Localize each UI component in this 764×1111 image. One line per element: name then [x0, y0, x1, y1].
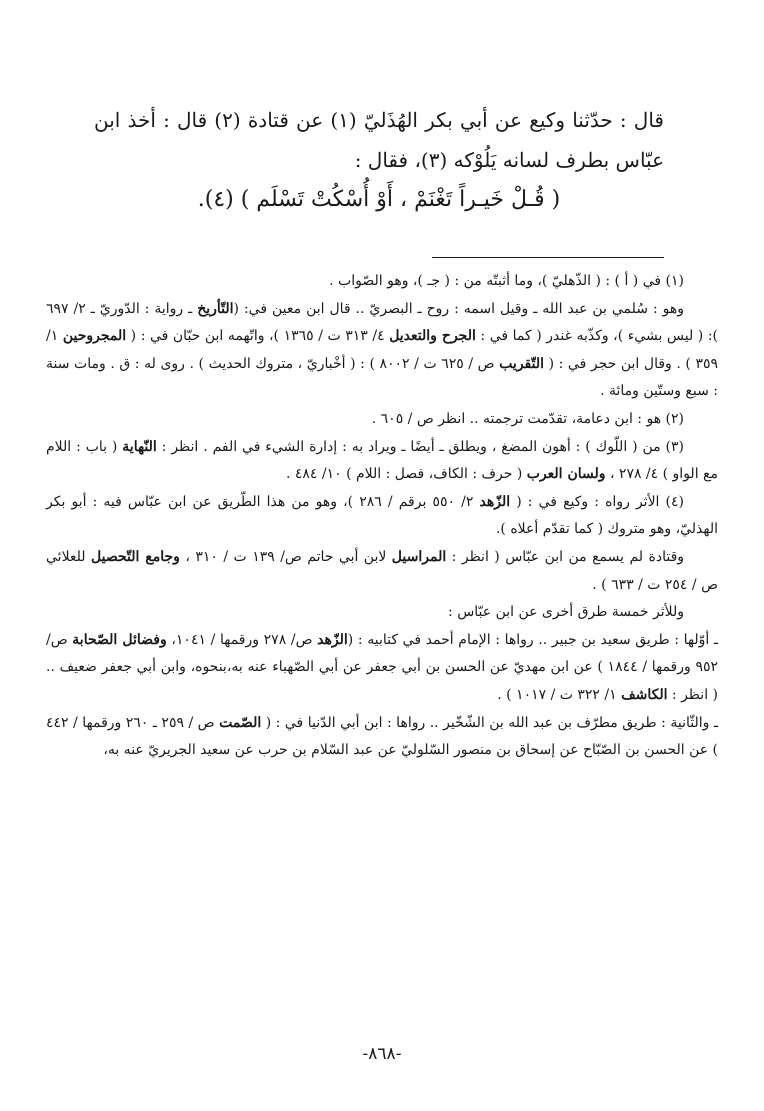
footnote-4-chains-intro: وللأثر خمسة طرق أخرى عن ابن عبّاس :: [448, 604, 684, 621]
footnotes: [46, 268, 718, 765]
footnote-4: (٤) الأثر رواه : وكيع في : ( الزّهد ٢/ ٥٥٠ برقم / ٢٨٦ )، وهو من هذا الطّريق عن ابن عبّاس فيه : أبو بكر الهذليّ، وهو متروك ( كما تقدّم أعلاه ).: [46, 493, 718, 538]
footnote-separator: [432, 257, 664, 258]
footnote-3: (٣) من ( اللّوك ) : أهون المضغ ، ويطلق ـ أيضًا ـ ويراد به : إدارة الشيء في الفم . انظر : النّهاية ( باب : اللام مع الواو ) ٤/ ٢٧٨ ، ولسان العرب ( حرف : الكاف، فصل : اللام ) ١٠/ ٤٨٤ .: [46, 438, 718, 483]
footnote-1: (١) في ( أ ) : ( الذّهليّ )، وما أثبتّه من : ( جـ )، وهو الصّواب .: [329, 273, 684, 289]
footnote-2: (٢) هو : ابن دعامة، تقدّمت ترجمته .. انظر ص / ٦٠٥ .: [371, 410, 684, 427]
main-text: [94, 100, 664, 220]
quoted-saying: ( قُـلْ خَيـراً تَغْنَمْ ، أَوْ أُسْكُتْ تَسْلَم ) (٤).: [197, 187, 561, 212]
page-number: -٨٦٨-: [362, 1044, 402, 1064]
footnote-1-details: وهو : سُلمي بن عبد الله ـ وقيل اسمه : روح ـ البصريّ .. قال ابن معين في: (التّأريخ ـ رواية : الدّوريّ ـ ٢/ ٦٩٧ ): ( ليس بشيء )، وكذّبه غندر ( كما في : الجرح والتعديل ٤/ ٣١٣ ت / ١٣٦٥ )، واتّهمه ابن حبّان في : ( المجروحين ١/ ٣٥٩ ) . وقال ابن حجر في : ( التّقريب ص / ٦٢٥ ت / ٨٠٠٢ ) : ( أخْباريّ ، متروك الحديث ) . روى له : ق . ومات سنة : سبع وستّين ومائة .: [46, 300, 719, 400]
footnote-4-chain-2: ـ والثّانية : طريق مطرّف بن عبد الله بن الشّخّير .. رواها : ابن أبي الدّنيا في : ( الصّمت ص / ٢٥٩ ـ ٢٦٠ ورقمها / ٤٤٢ ) عن الحسن بن الصّبّاح عن إسحاق بن منصور السّلوليّ عن عبد السّلام بن حرب عن سعيد الجريريّ عنه به،: [46, 714, 718, 759]
main-paragraph: قال : حدّثنا وكيع عن أبي بكر الهُذَليّ (١) عن قتادة (٢) قال : أخذ ابن عبّاس بطرف لسانه يَلُوْكه (٣)، فقال :: [94, 108, 664, 172]
footnote-4-chain-1: ـ أوّلها : طريق سعيد بن جبير .. رواها : الإمام أحمد في كتابيه : (الزّهد ص/ ٢٧٨ ورقمها / ١٠٤١، وفضائل الصّحابة ص/ ٩٥٢ ورقمها / ١٨٤٤ ) عن ابن مهديّ عن الحسن بن أبي جعفر عن أبي الصّهباء عنه به،بنحوه، وابن أبي جعفر ضعيف .. ( انظر : الكاشف ١/ ٣٢٢ ت / ١٠١٧ ) .: [46, 631, 719, 703]
footnote-4-qatada: وقتادة لم يسمع من ابن عبّاس ( انظر : المراسيل لابن أبي حاتم ص/ ١٣٩ ت / ٣١٠ ، وجامع التّحصيل للعلائي ص / ٢٥٤ ت / ٦٣٣ ) .: [46, 548, 718, 593]
